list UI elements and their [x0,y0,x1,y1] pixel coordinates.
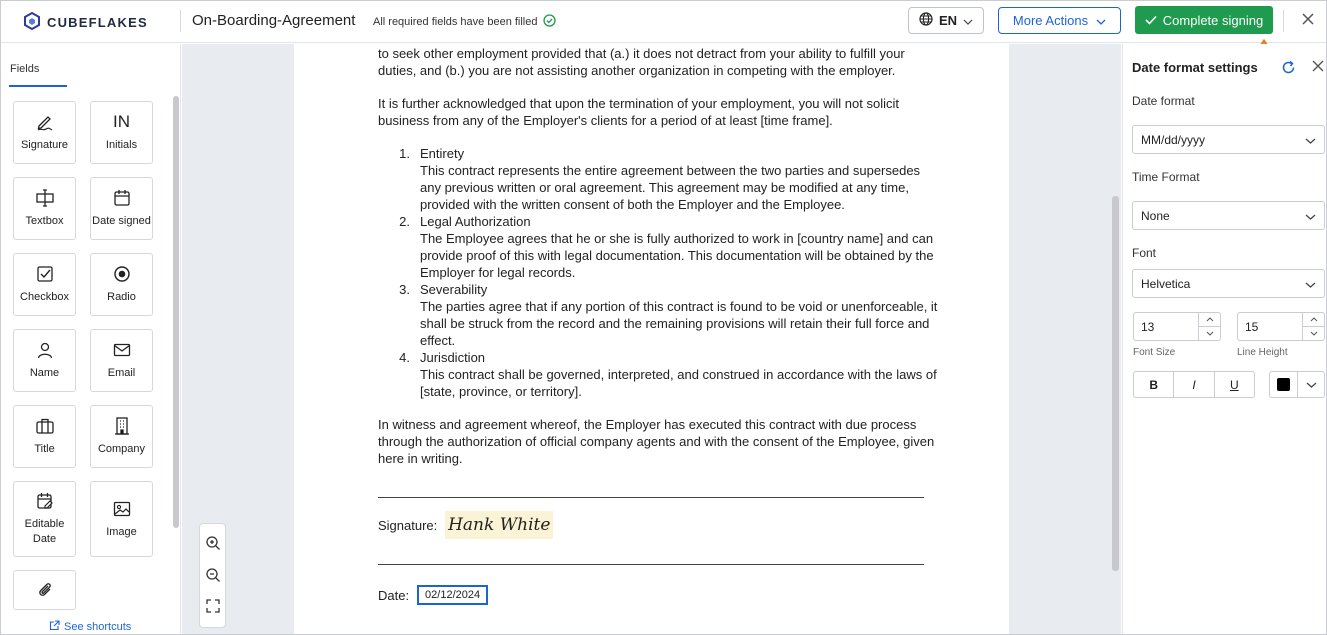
clause-text: This contract shall be governed, interpreted, and construed in accordance with the laws of [state, province, or territory]. [420,367,937,399]
list-number: 3. [399,282,410,297]
calendar-icon [113,188,131,208]
signature-row [378,511,553,539]
list-item [378,281,938,349]
cube-logo-icon [23,12,41,33]
line-height-label: Line Height [1237,347,1288,358]
field-title[interactable] [13,405,76,468]
divider [378,497,924,498]
language-select[interactable] [908,7,984,34]
time-format-select[interactable] [1132,201,1325,230]
clause-title: Entirety [420,146,465,161]
paragraph: In witness and agreement whereof, the Employer has executed this contract with due process through the authorization of official company agents and with the consent of the Employee, given here in writing. [378,417,935,466]
time-format-label: Time Format [1132,170,1200,184]
date-field[interactable]: 02/12/2024 [417,585,488,605]
signature-label: Signature: [378,517,438,533]
see-shortcuts-link[interactable] [49,620,131,634]
chevron-down-icon [1305,209,1316,223]
fields-panel [1,44,181,635]
font-label: Font [1132,246,1157,260]
close-icon [1302,13,1314,28]
zoom-in-icon[interactable] [205,535,221,554]
field-editable-date[interactable] [13,481,76,557]
paragraph: to seek other employment provided that (a.) it does not detract from your ability to fulfill your duties, and (b.) you are not assisting another organization in competing with the employer. [378,46,905,78]
person-icon [36,340,54,360]
chevron-down-icon [1298,372,1324,397]
font-size-stepper[interactable] [1133,312,1221,341]
color-swatch [1277,378,1290,391]
field-image[interactable] [90,481,153,557]
paragraph: It is further acknowledged that upon the termination of your employment, you will not solicit business from any of the Employer's clients for a period of at least [time frame]. [378,96,899,128]
field-checkbox[interactable] [13,253,76,316]
field-email[interactable] [90,329,153,392]
list-item [378,145,938,213]
field-company[interactable] [90,405,153,468]
list-number: 4. [399,350,410,365]
list-item [378,349,938,400]
more-actions-button[interactable] [998,7,1121,34]
briefcase-icon [35,416,55,436]
signature-field[interactable]: Hank White [445,511,553,539]
field-date-signed[interactable] [90,177,153,240]
document-page [294,44,1009,635]
clause-list [378,145,938,400]
line-height-value: 15 [1245,319,1259,334]
fields-scrollbar[interactable] [173,96,179,528]
clause-title: Legal Authorization [420,214,531,229]
tab-underline [9,85,67,87]
time-format-value: None [1141,208,1170,223]
font-size-label: Font Size [1133,347,1176,358]
document-viewer [182,44,1121,635]
external-link-icon [49,620,60,634]
field-signature[interactable] [13,101,76,164]
underline-button[interactable]: U [1229,377,1239,392]
checkbox-icon [36,264,54,284]
clause-text: The Employee agrees that he or she is fully authorized to work in [country name] and can provide proof of this with legal documentation. This documentation will be obtained by the Employer for legal records. [420,231,934,280]
field-label: Image [106,525,137,538]
field-textbox[interactable] [13,177,76,240]
field-label: Date signed [92,215,151,227]
date-label: Date: [378,587,410,603]
clause-title: Jurisdiction [420,350,486,365]
chevron-down-icon [1096,13,1106,28]
date-format-select[interactable] [1132,125,1325,154]
language-value: EN [938,13,958,28]
globe-icon [919,12,933,29]
font-value: Helvetica [1141,276,1191,291]
field-label: Initials [105,139,138,151]
field-label: Email [107,367,136,379]
date-format-value: MM/dd/yyyy [1141,132,1206,147]
close-icon[interactable] [1312,60,1324,75]
image-icon [113,499,131,519]
tab-fields[interactable]: Fields [10,63,40,75]
document-body [378,45,938,483]
header-divider [1283,10,1284,32]
fill-status [373,14,556,30]
font-color-picker[interactable] [1269,371,1325,398]
field-attachment[interactable] [13,570,76,610]
clause-text: This contract represents the entire agreement between the two parties and supersedes any previous written or oral agreement. This agreement may be modified at any time, provided with the written consent of both the Employer and the Employee. [420,163,921,212]
initials-icon: IN [113,112,130,131]
logo-text: CUBEFLAKES [47,15,148,30]
color-swatch-wrap [1270,372,1298,397]
document-scrollbar[interactable] [1112,196,1119,571]
header-divider [180,10,181,32]
chevron-up-icon[interactable] [1303,313,1324,327]
attachment-icon [37,580,53,600]
chevron-down-icon [1305,277,1316,291]
close-button[interactable] [1299,11,1317,29]
field-label: Company [97,443,146,455]
date-format-label: Date format [1132,94,1195,108]
field-name[interactable] [13,329,76,392]
list-number: 1. [399,146,410,161]
complete-signing-button[interactable] [1135,6,1273,34]
settings-panel [1122,44,1326,635]
document-title: On-Boarding-Agreement [192,12,356,29]
fit-screen-icon[interactable] [206,599,220,616]
clause-title: Severability [420,282,488,297]
chevron-down-icon[interactable] [1199,327,1220,340]
list-number: 2. [399,214,410,229]
calendar-edit-icon [36,491,54,511]
zoom-out-icon[interactable] [205,567,221,586]
text-style-group [1133,371,1255,398]
clause-text: The parties agree that if any portion of this contract is found to be void or unenforceable, it shall be struck from the record and the remaining provisions will retain their full force and effect. [420,299,938,348]
check-icon [1145,13,1157,28]
textbox-icon [35,188,55,208]
bold-button[interactable]: B [1134,372,1174,397]
field-label: Radio [107,291,136,303]
radio-icon [113,264,131,284]
chevron-down-icon [1305,133,1316,147]
field-label: Editable Date [24,518,65,545]
field-label: Signature [20,139,69,151]
settings-title: Date format settings [1132,60,1258,75]
mail-icon [113,340,131,360]
field-label: Textbox [25,215,64,227]
building-icon [114,416,130,436]
field-label: Checkbox [20,291,69,303]
refresh-icon[interactable] [1281,60,1296,78]
more-actions-label: More Actions [1012,13,1089,28]
list-item [378,213,938,281]
date-row [378,585,488,605]
chevron-down-icon [963,13,973,28]
check-circle-icon [543,14,556,30]
field-label: Name [29,367,60,379]
field-radio[interactable] [90,253,153,316]
font-size-value: 13 [1141,319,1155,334]
complete-signing-label: Complete signing [1162,12,1264,28]
font-select[interactable] [1132,269,1325,298]
status-text: All required fields have been filled [373,16,538,28]
chevron-up-icon[interactable] [1199,313,1220,327]
logo[interactable] [23,12,148,33]
divider [378,564,924,565]
zoom-controls [199,523,226,628]
signature-icon [35,112,55,132]
chevron-down-icon[interactable] [1303,327,1324,340]
top-bar [1,1,1326,43]
line-height-stepper[interactable] [1237,312,1325,341]
field-initials[interactable] [90,101,153,164]
italic-button[interactable]: I [1174,372,1214,397]
field-label: Title [34,443,55,455]
see-shortcuts-label: See shortcuts [64,621,132,633]
